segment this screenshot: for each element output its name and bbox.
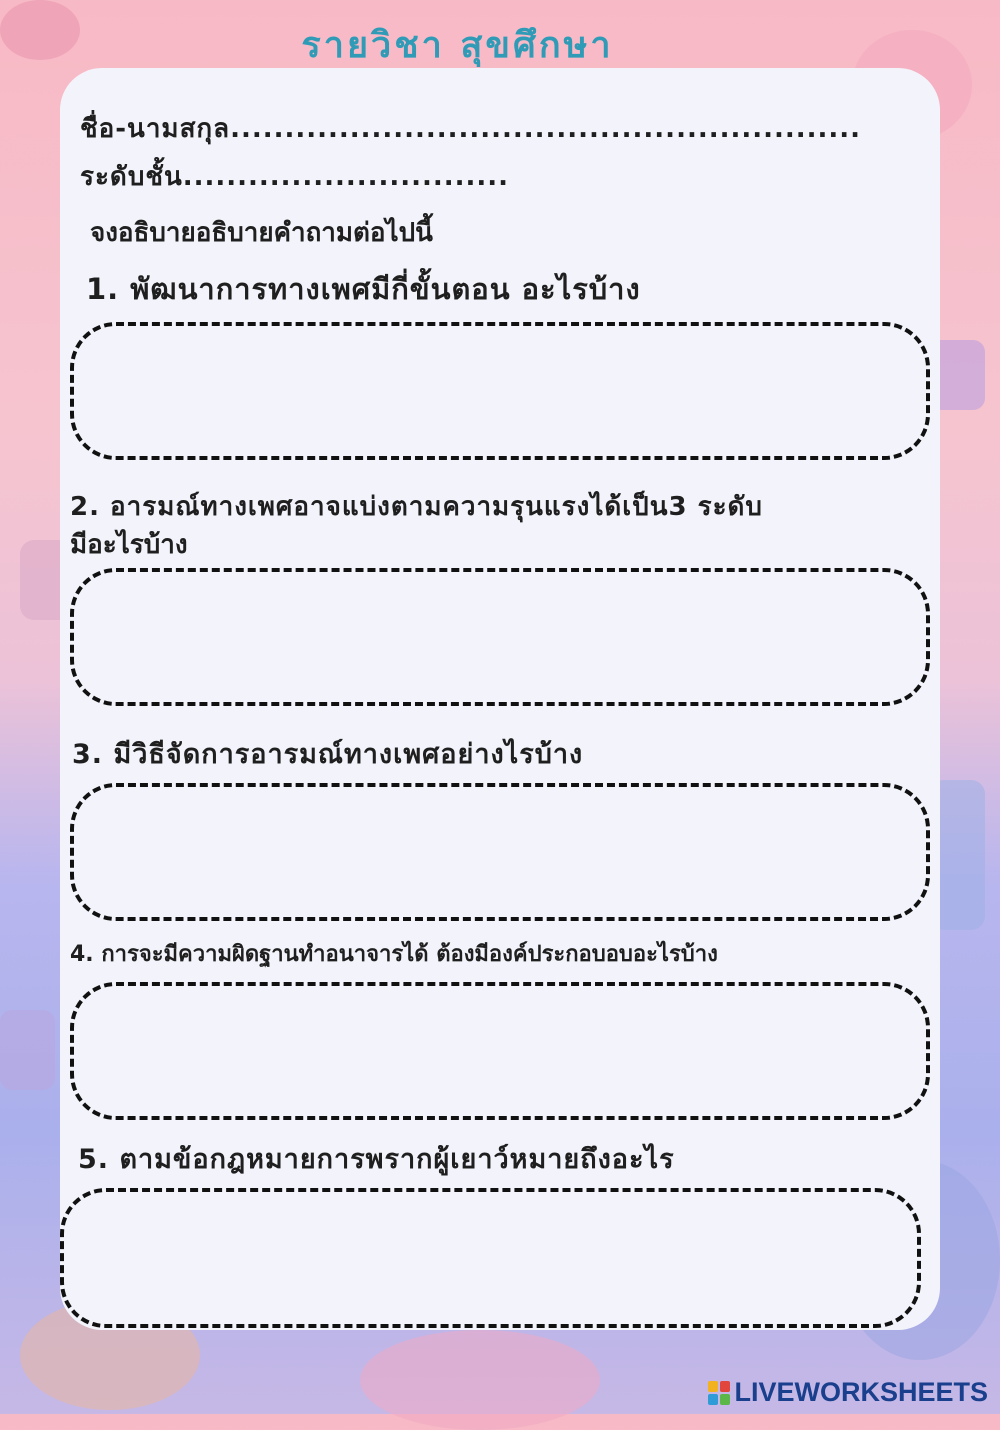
instruction-text: จงอธิบายอธิบายคำถามต่อไปนี้: [90, 218, 433, 248]
answer-box-3[interactable]: [70, 783, 930, 921]
liveworksheets-logo-text: LIVEWORKSHEETS: [734, 1377, 988, 1407]
subject-title: รายวิชา สุขศึกษา: [301, 25, 614, 66]
question-5: 5. ตามข้อกฎหมายการพรากผู้เยาว์หมายถึงอะไร: [78, 1144, 675, 1175]
question-1: 1. พัฒนาการทางเพศมีกี่ขั้นตอน อะไรบ้าง: [86, 272, 641, 306]
answer-box-1[interactable]: [70, 322, 930, 460]
cake-decoration-2: [0, 1010, 55, 1090]
name-field-label: ชื่อ-นามสกุล..........................................................: [80, 114, 861, 144]
answer-box-4[interactable]: [70, 982, 930, 1120]
liveworksheets-logo[interactable]: [708, 1377, 988, 1408]
liveworksheets-logo-icon: [708, 1381, 730, 1405]
question-4: 4. การจะมีความผิดฐานทำอนาจารได้ ต้องมีองค์ประกอบอบอะไรบ้าง: [70, 942, 718, 967]
question-3: 3. มีวิธีจัดการอารมณ์ทางเพศอย่างไรบ้าง: [72, 739, 584, 770]
question-2: 2. อารมณ์ทางเพศอาจแบ่งตามความรุนแรงได้เป็น3 ระดับ: [70, 492, 763, 522]
class-field-label: ระดับชั้น..............................: [80, 162, 510, 192]
answer-box-2[interactable]: [70, 568, 930, 706]
answer-box-5[interactable]: [60, 1188, 921, 1328]
seashell-decoration: [360, 1330, 600, 1430]
question-2-line-2: มีอะไรบ้าง: [70, 530, 188, 560]
